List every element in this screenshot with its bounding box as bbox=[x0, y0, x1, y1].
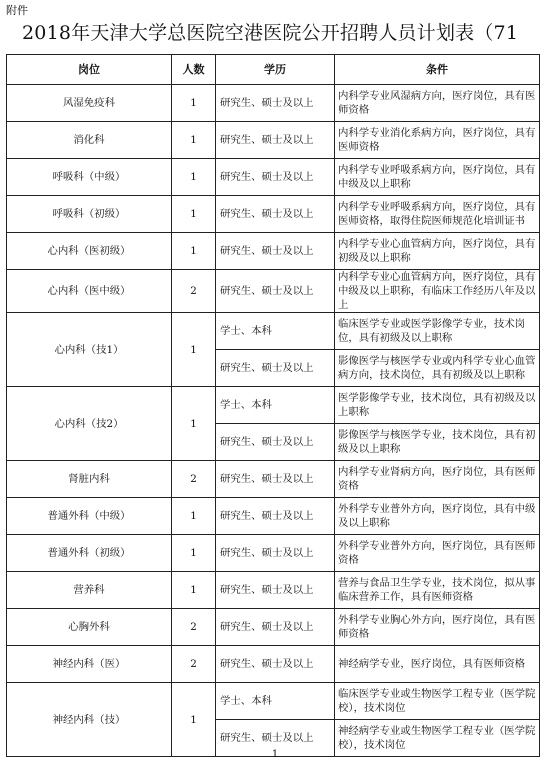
education-cell: 研究生、硕士及以上 bbox=[216, 498, 335, 535]
position-cell: 普通外科（初级） bbox=[7, 535, 172, 572]
table-row bbox=[7, 313, 540, 350]
condition-cell: 内科学专业心血管病方向，医疗岗位，具有初级及以上职称 bbox=[335, 233, 540, 270]
education-cell: 研究生、硕士及以上 bbox=[216, 85, 335, 122]
count-cell: 2 bbox=[172, 270, 216, 313]
education-cell: 研究生、硕士及以上 bbox=[216, 350, 335, 387]
position-cell: 消化科 bbox=[7, 122, 172, 159]
condition-cell: 医学影像学专业，技术岗位，具有初级及以上职称 bbox=[335, 387, 540, 424]
header-conditions: 条件 bbox=[335, 55, 540, 85]
count-cell: 1 bbox=[172, 313, 216, 387]
position-cell: 心胸外科 bbox=[7, 609, 172, 646]
condition-cell: 内科学专业消化系病方向，医疗岗位，具有医师资格 bbox=[335, 122, 540, 159]
count-cell: 1 bbox=[172, 535, 216, 572]
table-row bbox=[7, 122, 540, 159]
condition-cell: 神经病学专业或生物医学工程专业（医学院校），技术岗位 bbox=[335, 720, 540, 757]
condition-cell: 临床医学专业或生物医学工程专业（医学院校），技术岗位 bbox=[335, 683, 540, 720]
condition-cell: 临床医学专业或医学影像学专业，技术岗位，具有初级及以上职称 bbox=[335, 313, 540, 350]
page-title bbox=[0, 18, 550, 45]
table-row bbox=[7, 159, 540, 196]
count-cell: 2 bbox=[172, 461, 216, 498]
position-cell: 心内科（医中级） bbox=[7, 270, 172, 313]
condition-cell: 内科学专业风湿病方向，医疗岗位，具有医师资格 bbox=[335, 85, 540, 122]
count-cell: 2 bbox=[172, 609, 216, 646]
count-cell: 1 bbox=[172, 572, 216, 609]
condition-cell: 内科学专业肾病方向，医疗岗位，具有医师资格 bbox=[335, 461, 540, 498]
count-cell: 2 bbox=[172, 646, 216, 683]
condition-cell: 外科学专业普外方向，医疗岗位，具有医师资格 bbox=[335, 535, 540, 572]
table-row bbox=[7, 572, 540, 609]
page-number: 1 bbox=[271, 749, 279, 760]
position-cell: 心内科（医初级） bbox=[7, 233, 172, 270]
table-row bbox=[7, 609, 540, 646]
table-row bbox=[7, 196, 540, 233]
condition-cell: 外科学专业胸心外方向，医疗岗位，具有医师资格 bbox=[335, 609, 540, 646]
count-cell: 1 bbox=[172, 196, 216, 233]
education-cell: 研究生、硕士及以上 bbox=[216, 233, 335, 270]
table-row bbox=[7, 270, 540, 313]
position-cell: 心内科（技2） bbox=[7, 387, 172, 461]
condition-cell: 内科学专业呼吸系病方向，医疗岗位，具有医师资格，取得住院医师规范化培训证书 bbox=[335, 196, 540, 233]
position-cell: 风湿免疫科 bbox=[7, 85, 172, 122]
position-cell: 心内科（技1） bbox=[7, 313, 172, 387]
table-header-row bbox=[7, 55, 540, 85]
header-count: 人数 bbox=[172, 55, 216, 85]
count-cell: 1 bbox=[172, 233, 216, 270]
education-cell: 研究生、硕士及以上 bbox=[216, 424, 335, 461]
header-position: 岗位 bbox=[7, 55, 172, 85]
table-row bbox=[7, 498, 540, 535]
education-cell: 研究生、硕士及以上 bbox=[216, 122, 335, 159]
education-cell: 研究生、硕士及以上 bbox=[216, 646, 335, 683]
condition-cell: 影像医学与核医学专业，技术岗位，具有初级及以上职称 bbox=[335, 424, 540, 461]
position-cell: 神经内科（医） bbox=[7, 646, 172, 683]
position-cell: 营养科 bbox=[7, 572, 172, 609]
condition-cell: 外科学专业普外方向，医疗岗位，具有中级及以上职称 bbox=[335, 498, 540, 535]
education-cell: 研究生、硕士及以上 bbox=[216, 196, 335, 233]
condition-cell: 营养与食品卫生学专业，技术岗位，拟从事临床营养工作，具有医师资格 bbox=[335, 572, 540, 609]
count-cell: 1 bbox=[172, 498, 216, 535]
education-cell: 研究生、硕士及以上 bbox=[216, 609, 335, 646]
education-cell: 研究生、硕士及以上 bbox=[216, 461, 335, 498]
count-cell: 1 bbox=[172, 387, 216, 461]
table-row bbox=[7, 85, 540, 122]
table-row bbox=[7, 535, 540, 572]
condition-cell: 影像医学与核医学专业或内科学专业心血管病方向，技术岗位，具有初级及以上职称 bbox=[335, 350, 540, 387]
education-cell: 研究生、硕士及以上 bbox=[216, 720, 335, 757]
condition-cell: 神经病学专业，医疗岗位，具有医师资格 bbox=[335, 646, 540, 683]
education-cell: 研究生、硕士及以上 bbox=[216, 572, 335, 609]
condition-cell: 内科学专业呼吸系病方向，医疗岗位，具有中级及以上职称 bbox=[335, 159, 540, 196]
attachment-label: 附件 bbox=[6, 4, 28, 17]
count-cell: 1 bbox=[172, 683, 216, 757]
table-row bbox=[7, 461, 540, 498]
education-cell: 研究生、硕士及以上 bbox=[216, 159, 335, 196]
recruitment-plan-table bbox=[6, 54, 540, 757]
page-title-text: 2018年天津大学总医院空港医院公开招聘人员计划表（71 bbox=[22, 22, 519, 44]
count-cell: 1 bbox=[172, 122, 216, 159]
education-cell: 学士、本科 bbox=[216, 387, 335, 424]
education-cell: 研究生、硕士及以上 bbox=[216, 535, 335, 572]
education-cell: 研究生、硕士及以上 bbox=[216, 270, 335, 313]
education-cell: 学士、本科 bbox=[216, 683, 335, 720]
position-cell: 肾脏内科 bbox=[7, 461, 172, 498]
education-cell: 学士、本科 bbox=[216, 313, 335, 350]
table-body bbox=[7, 85, 540, 757]
table-row bbox=[7, 387, 540, 424]
position-cell: 呼吸科（初级） bbox=[7, 196, 172, 233]
count-cell: 1 bbox=[172, 85, 216, 122]
table-row bbox=[7, 646, 540, 683]
table-row bbox=[7, 233, 540, 270]
position-cell: 神经内科（技） bbox=[7, 683, 172, 757]
table-row bbox=[7, 683, 540, 720]
position-cell: 呼吸科（中级） bbox=[7, 159, 172, 196]
condition-cell: 内科学专业心血管病方向，医疗岗位，具有中级及以上职称，有临床工作经历八年及以上 bbox=[335, 270, 540, 313]
header-education: 学历 bbox=[216, 55, 335, 85]
position-cell: 普通外科（中级） bbox=[7, 498, 172, 535]
count-cell: 1 bbox=[172, 159, 216, 196]
